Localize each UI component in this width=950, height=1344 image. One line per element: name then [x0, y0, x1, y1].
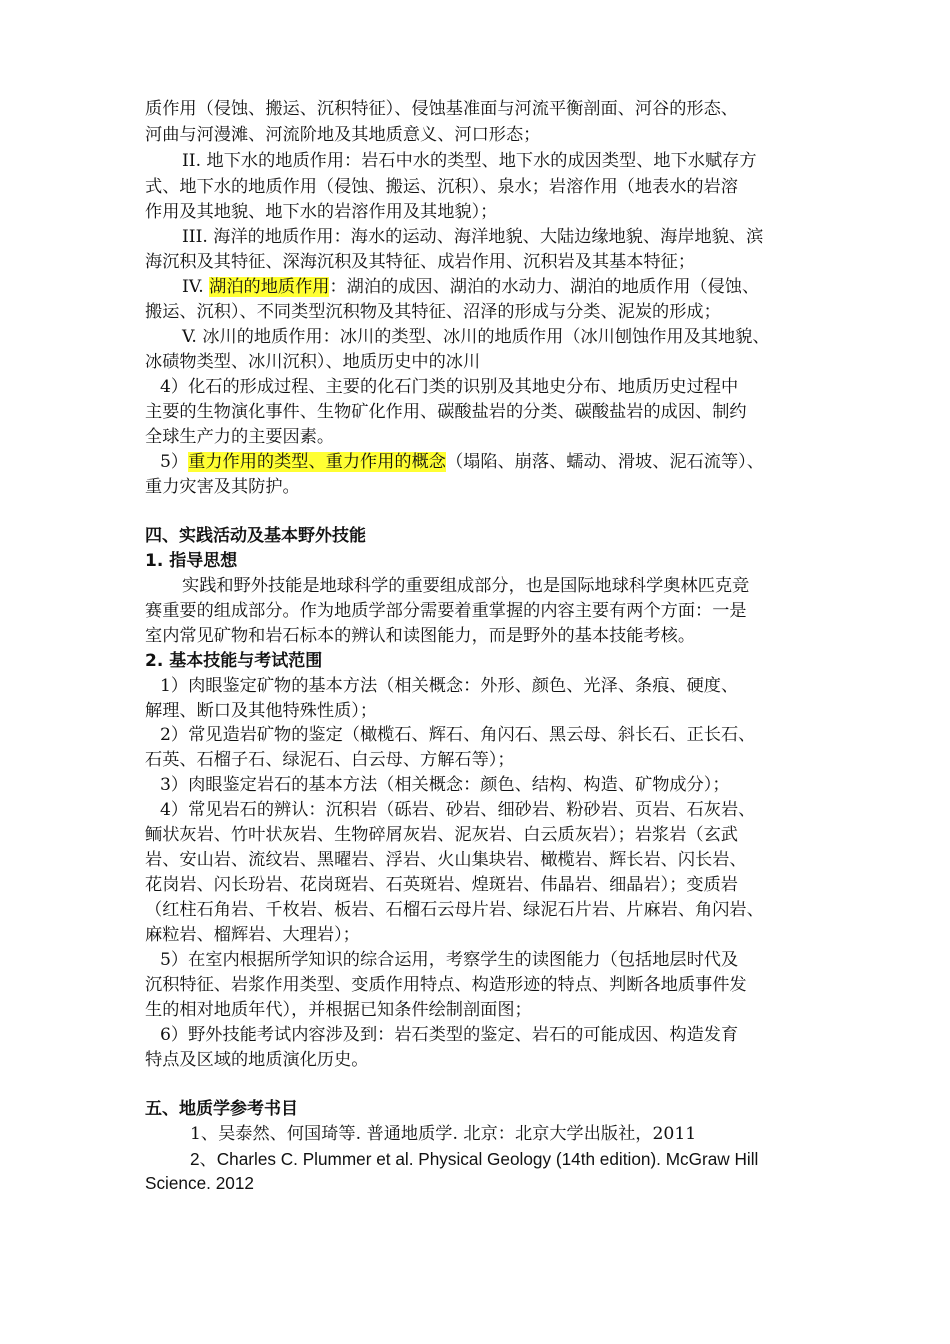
section-heading: 四、实践活动及基本野外技能 — [145, 526, 366, 546]
lake-prefix: IV. — [182, 277, 210, 297]
gravity-highlight: 重力作用的类型、重力作用的概念 — [188, 452, 446, 472]
text-line: 3）肉眼鉴定岩石的基本方法（相关概念：颜色、结构、构造、矿物成分）； — [160, 775, 730, 795]
text-line: 鲕状灰岩、竹叶状灰岩、生物碎屑灰岩、泥灰岩、白云质灰岩）；岩浆岩（玄武 — [145, 825, 738, 845]
reference-item: 1、吴泰然、何国琦等. 普通地质学. 北京：北京大学出版社，2011 — [190, 1124, 697, 1144]
lake-highlight: 湖泊的地质作用 — [209, 277, 330, 297]
text-line: 4）常见岩石的辨认：沉积岩（砾岩、砂岩、细砂岩、粉砂岩、页岩、石灰岩、 — [160, 800, 756, 820]
text-line: 赛重要的组成部分。作为地质学部分需要着重掌握的内容主要有两个方面：一是 — [145, 601, 747, 621]
gravity-prefix: 5） — [160, 452, 189, 472]
text-line: 岩、安山岩、流纹岩、黑曜岩、浮岩、火山集块岩、橄榄岩、辉长岩、闪长岩、 — [145, 850, 747, 870]
section-heading: 五、地质学参考书目 — [145, 1099, 298, 1119]
text-line: 式、地下水的地质作用（侵蚀、搬运、沉积）、泉水；岩溶作用（地表水的岩溶 — [145, 177, 738, 197]
text-line: 主要的生物演化事件、生物矿化作用、碳酸盐岩的分类、碳酸盐岩的成因、制约 — [145, 402, 747, 422]
text-line: III. 海洋的地质作用：海水的运动、海洋地貌、大陆边缘地貌、海岸地貌、滨 — [182, 227, 764, 247]
text-line: 作用及其地貌、地下水的岩溶作用及其地貌）； — [145, 202, 498, 222]
text-line: V. 冰川的地质作用：冰川的类型、冰川的地质作用（冰川刨蚀作用及其地貌、 — [182, 327, 770, 347]
text-line: 1）肉眼鉴定矿物的基本方法（相关概念：外形、颜色、光泽、条痕、硬度、 — [160, 676, 739, 696]
gravity-rest: （塌陷、崩落、蠕动、滑坡、泥石流等）、 — [445, 452, 764, 472]
text-line: 6）野外技能考试内容涉及到：岩石类型的鉴定、岩石的可能成因、构造发育 — [160, 1025, 739, 1045]
text-line: 石英、石榴子石、绿泥石、白云母、方解石等）； — [145, 750, 515, 770]
text-line: 搬运、沉积）、不同类型沉积物及其特征、沼泽的形成与分类、泥炭的形成； — [145, 302, 721, 322]
text-line: 特点及区域的地质演化历史。 — [145, 1050, 369, 1070]
text-line: 沉积特征、岩浆作用类型、变质作用特点、构造形迹的特点、判断各地质事件发 — [145, 975, 747, 995]
text-line: 重力灾害及其防护。 — [145, 477, 300, 497]
text-line: 解理、断口及其他特殊性质）； — [145, 701, 378, 721]
text-line: 2）常见造岩矿物的鉴定（橄榄石、辉石、角闪石、黑云母、斜长石、正长石、 — [160, 725, 756, 745]
text-line: 海沉积及其特征、深海沉积及其特征、成岩作用、沉积岩及其基本特征； — [145, 252, 696, 272]
lake-rest: ：湖泊的成因、湖泊的水动力、湖泊的地质作用（侵蚀、 — [329, 277, 760, 297]
text-line: 花岗岩、闪长玢岩、花岗斑岩、石英斑岩、煌斑岩、伟晶岩、细晶岩）；变质岩 — [145, 875, 738, 895]
text-line: 冰碛物类型、冰川沉积）、地质历史中的冰川 — [145, 352, 481, 372]
reference-item: 2、Charles C. Plummer et al. Physical Geology (14th edition). McGraw Hill — [190, 1149, 759, 1169]
text-line: （红柱石角岩、千枚岩、板岩、石榴石云母片岩、绿泥石片岩、片麻岩、角闪岩、 — [145, 900, 764, 920]
lake-item-line — [182, 274, 759, 300]
text-line: 生的相对地质年代），并根据已知条件绘制剖面图； — [145, 1000, 532, 1020]
text-line: 室内常见矿物和岩石标本的辨认和读图能力，而是野外的基本技能考核。 — [145, 626, 696, 646]
gravity-item-line — [160, 449, 764, 475]
text-line: 全球生产力的主要因素。 — [145, 427, 335, 447]
text-line: 质作用（侵蚀、搬运、沉积特征）、侵蚀基准面与河流平衡剖面、河谷的形态、 — [145, 99, 738, 119]
text-line: 实践和野外技能是地球科学的重要组成部分，也是国际地球科学奥林匹克竞 — [182, 576, 750, 596]
text-line: 5）在室内根据所学知识的综合运用，考察学生的读图能力（包括地层时代及 — [160, 950, 739, 970]
text-line: 麻粒岩、榴辉岩、大理岩）； — [145, 925, 360, 945]
subsection-heading: 2. 基本技能与考试范围 — [145, 651, 323, 671]
reference-item: Science. 2012 — [145, 1173, 254, 1193]
subsection-heading: 1. 指导思想 — [145, 551, 238, 571]
text-line: II. 地下水的地质作用：岩石中水的类型、地下水的成因类型、地下水赋存方 — [182, 151, 757, 171]
text-line: 4）化石的形成过程、主要的化石门类的识别及其地史分布、地质历史过程中 — [160, 377, 739, 397]
text-line: 河曲与河漫滩、河流阶地及其地质意义、河口形态； — [145, 125, 541, 145]
